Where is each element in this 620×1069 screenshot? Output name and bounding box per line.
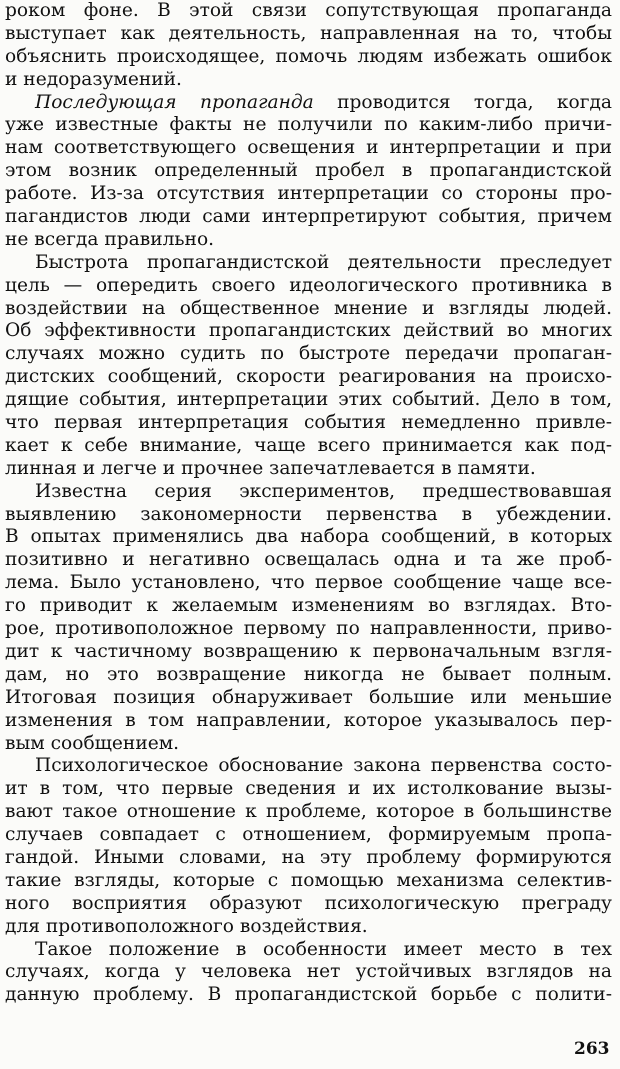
text-line: Известна серия экспериментов, предшествовавшая [35,480,612,502]
text-line: цель — опередить своего идеологического противника в [5,274,612,296]
text-column [5,0,612,1007]
paragraph [5,92,612,252]
text-line: не всегда правильно. [5,228,215,250]
text-line: линная и легче и прочнее запечатлевается в памяти. [5,457,536,479]
text-line: для противоположного воздействия. [5,915,368,937]
text-line: случаях, когда у человека нет устойчивых взглядов на [5,961,612,983]
text-line: Об эффективности пропагандистских действий во многих [5,320,612,342]
text-line: ного восприятия образуют психологическую преграду [5,892,612,914]
text-line: работе. Из-за отсутствия интерпретации со стороны про- [5,183,612,205]
text-line: уже известные факты не получили по каким-либо причи- [5,114,612,136]
text-line: дит к частичному возвращению к первоначальным взгля- [5,640,612,662]
text-line: вают такое отношение к проблеме, которое в большинстве [5,801,612,823]
text-line: Быстрота пропагандистской деятельности преследует [35,251,612,273]
paragraph [5,755,612,938]
text-line: Психологическое обоснование закона первенства состо- [35,755,612,777]
text-line: случаях можно судить по быстроте передачи пропаган- [5,343,612,365]
text-line: данную проблему. В пропагандистской борьбе с полити- [5,984,612,1006]
text-line: воздействии на общественное мнение и взгляды людей. [5,297,612,319]
text-line: и недоразумений. [5,68,182,90]
paragraph [5,939,612,1008]
text-line: позитивно и негативно освещалась одна и та же проб- [5,549,612,571]
text-line: дистских сообщений, скорости реагирования на происхо- [5,366,612,388]
text-fragment: проводится тогда, когда [313,91,612,113]
text-line [5,92,612,115]
text-line: кает к себе внимание, чаще всего принимается как под- [5,434,612,456]
text-line: объяснить происходящее, помочь людям избежать ошибок [5,45,612,67]
text-line: изменения в том направлении, которое указывалось пер- [5,709,612,731]
text-line: вым сообщением. [5,732,180,754]
text-line: Итоговая позиция обнаруживает большие или меньшие [5,686,612,708]
text-line: выявлению закономерности первенства в убеждении. [5,503,612,525]
text-line: что первая интерпретация события немедленно привле- [5,412,612,434]
paragraph [5,252,612,481]
text-line: го приводит к желаемым изменениям во взглядах. Вто- [5,595,612,617]
page-number: 263 [574,1039,610,1059]
paragraph [5,481,612,756]
text-line: пагандистов люди сами интерпретируют события, причем [5,206,612,228]
text-line: выступает как деятельность, направленная на то, чтобы [5,22,612,44]
text-line: роком фоне. В этой связи сопутствующая пропаганда [5,0,612,21]
text-line: такие взгляды, которые с помощью механизма селектив- [5,869,612,891]
text-line: случаев совпадает с отношением, формируемым пропа- [5,824,612,846]
text-line: лема. Было установлено, что первое сообщение чаще все- [5,572,612,594]
text-line: В опытах применялись два набора сообщений, в которых [5,526,612,548]
text-line: Такое положение в особенности имеет место в тех [35,938,612,960]
text-line: гандой. Иными словами, на эту проблему формируются [5,846,612,868]
text-line: дам, но это возвращение никогда не бывает полным. [5,663,612,685]
text-line: рое, противоположное первому по направленности, приво- [5,618,612,640]
text-line: дящие события, интерпретации этих событий. Дело в том, [5,389,612,411]
text-line: этом возник определенный пробел в пропагандистской [5,160,612,182]
paragraph [5,0,612,92]
italic-term: Последующая пропаганда [35,91,314,113]
text-line: нам соответствующего освещения и интерпретации и при [5,137,612,159]
text-line: ит в том, что первые сведения и их истолкование вызы- [5,778,612,800]
